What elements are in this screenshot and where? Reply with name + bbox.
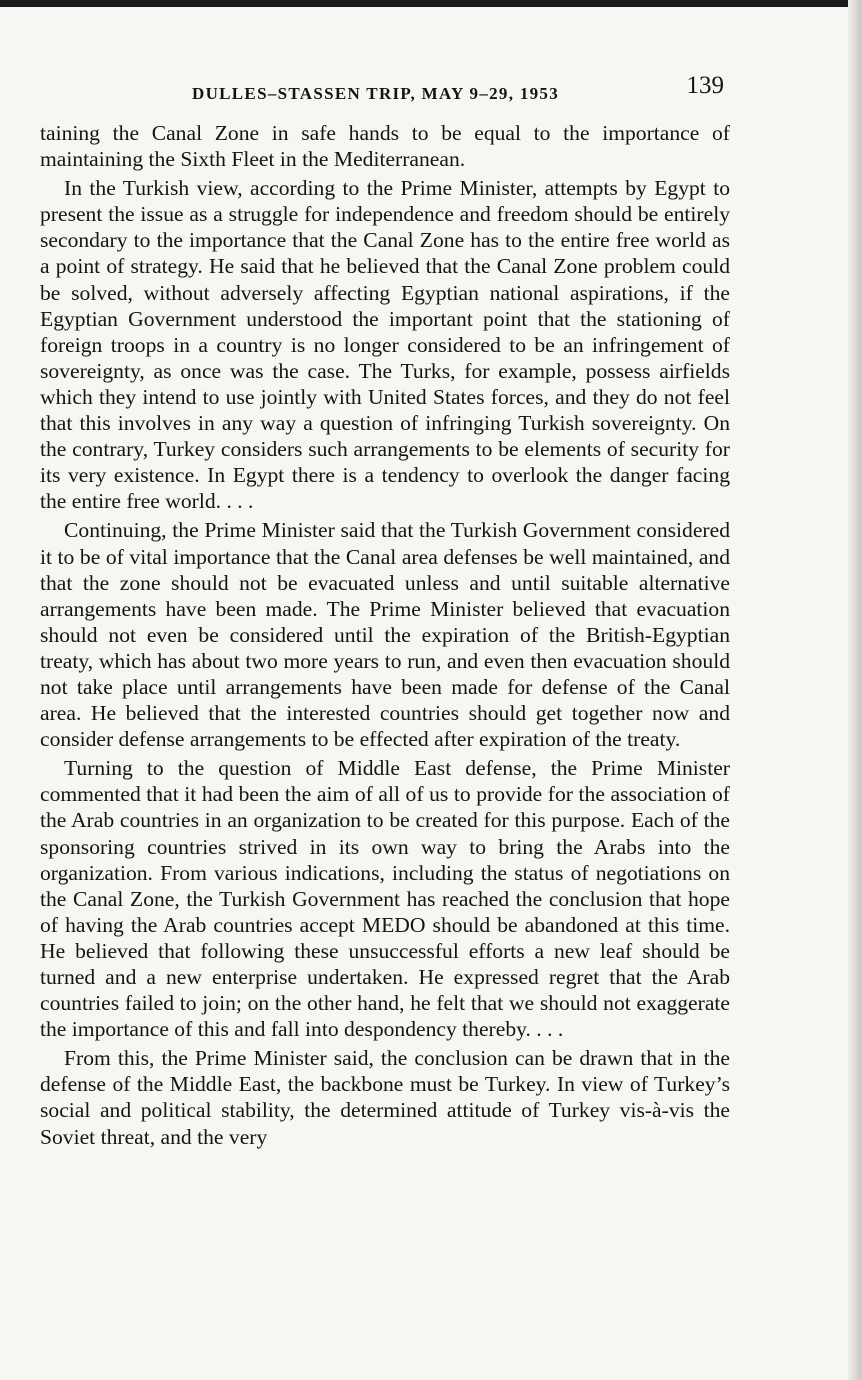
running-head: DULLES–STASSEN TRIP, MAY 9–29, 1953 bbox=[192, 84, 560, 103]
paragraph: Turning to the question of Middle East defense, the Prime Minister commented that it had been the aim of all of us to provide for the association of the Arab countries in an organization to be created for this purpose. Each of the sponsoring countries strived in its own way to bring the Arabs into the organization. From various indications, including the status of negotiations on the Canal Zone, the Turkish Government has reached the conclusion that hope of having the Arab countries accept MEDO should be abandoned at this time. He believed that following these unsuccessful efforts a new leaf should be turned and a new enterprise undertaken. He expressed regret that the Arab countries failed to join; on the other hand, he felt that we should not exaggerate the importance of this and fall into despondency thereby. . . . bbox=[40, 756, 730, 1042]
page-right-edge bbox=[848, 0, 861, 1380]
paragraph: taining the Canal Zone in safe hands to be equal to the importance of maintaining the Sixth Fleet in the Mediterranean. bbox=[40, 121, 730, 172]
page-header bbox=[40, 72, 730, 112]
paragraph: From this, the Prime Minister said, the conclusion can be drawn that in the defense of the Middle East, the backbone must be Turkey. In view of Turkey’s social and political stability, the determined attitude of Turkey vis-à-vis the Soviet threat, and the very bbox=[40, 1046, 730, 1149]
body-text bbox=[40, 120, 730, 1150]
paragraph: Continuing, the Prime Minister said that the Turkish Government considered it to be of vital importance that the Canal area defenses be well maintained, and that the zone should not be evacuated unless and until suitable alternative arrangements have been made. The Prime Minister believed that evacuation should not even be considered until the expiration of the British-Egyptian treaty, which has about two more years to run, and even then evacuation should not take place until arrangements have been made for defense of the Canal area. He believed that the interested countries should get together now and consider defense arrangements to be effected after expiration of the treaty. bbox=[40, 518, 730, 752]
page-top-edge bbox=[0, 0, 861, 7]
paragraph: In the Turkish view, according to the Prime Minister, attempts by Egypt to present the issue as a struggle for independence and freedom should be entirely secondary to the importance that the Canal Zone has to the entire free world as a point of strategy. He said that he believed that the Canal Zone problem could be solved, without adversely affecting Egyptian national aspirations, if the Egyptian Government understood the important point that the stationing of foreign troops in a country is no longer considered to be an infringement of sovereignty, as once was the case. The Turks, for example, possess airfields which they intend to use jointly with United States forces, and they do not feel that this involves in any way a question of infringing Turkish sovereignty. On the contrary, Turkey considers such arrangements to be elements of security for its very existence. In Egypt there is a tendency to overlook the danger facing the entire free world. . . . bbox=[40, 176, 730, 514]
page-number: 139 bbox=[686, 72, 724, 99]
